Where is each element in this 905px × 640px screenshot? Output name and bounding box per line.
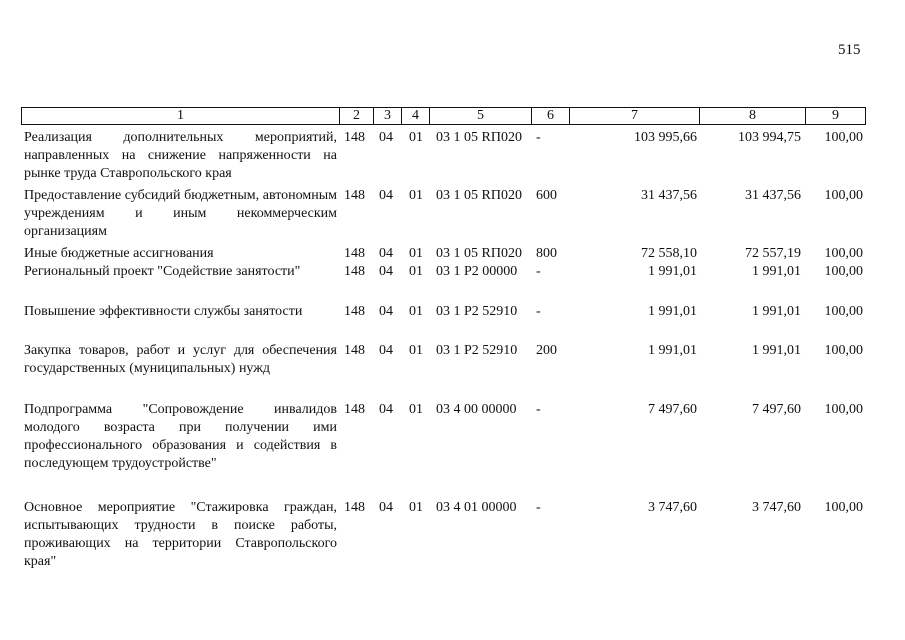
cell-col-9: 100,00 xyxy=(824,500,863,515)
cell-col-2: 148 xyxy=(344,343,365,358)
cell-col-9: 100,00 xyxy=(824,304,863,319)
cell-col-6: - xyxy=(536,402,541,417)
cell-col-3: 04 xyxy=(379,246,393,261)
column-header-4: 4 xyxy=(401,108,429,124)
cell-col-8: 7 497,60 xyxy=(752,402,801,417)
row-name: Предоставление субсидий бюджетным, автономным учреждениям и иным некоммерческим организациям xyxy=(24,188,337,239)
cell-col-4: 01 xyxy=(409,500,423,515)
column-header-3: 3 xyxy=(373,108,401,124)
column-header-9: 9 xyxy=(805,108,865,124)
row-name: Основное мероприятие "Стажировка граждан, испытывающих трудности в поиске работы, проживающих на территории Ставропольского края" xyxy=(24,500,337,569)
cell-col-9: 100,00 xyxy=(824,130,863,145)
cell-col-9: 100,00 xyxy=(824,343,863,358)
column-header-7: 7 xyxy=(569,108,699,124)
row-name: Подпрограмма "Сопровождение инвалидов молодого возраста при получении ими профессионального образования и содействия в последующем трудоустройстве" xyxy=(24,402,337,471)
cell-col-6: - xyxy=(536,304,541,319)
cell-col-7: 31 437,56 xyxy=(641,188,697,203)
cell-col-9: 100,00 xyxy=(824,188,863,203)
column-header-1: 1 xyxy=(177,108,184,123)
cell-col-4: 01 xyxy=(409,402,423,417)
column-header-2: 2 xyxy=(339,108,373,124)
cell-col-7: 7 497,60 xyxy=(648,402,697,417)
cell-col-4: 01 xyxy=(409,304,423,319)
cell-col-4: 01 xyxy=(409,130,423,145)
cell-col-7: 1 991,01 xyxy=(648,343,697,358)
cell-col-3: 04 xyxy=(379,343,393,358)
cell-col-7: 72 558,10 xyxy=(641,246,697,261)
cell-col-6: 800 xyxy=(536,246,557,261)
cell-col-8: 3 747,60 xyxy=(752,500,801,515)
cell-col-3: 04 xyxy=(379,500,393,515)
cell-col-3: 04 xyxy=(379,188,393,203)
column-header-8: 8 xyxy=(699,108,805,124)
cell-col-8: 31 437,56 xyxy=(745,188,801,203)
cell-col-6: - xyxy=(536,264,541,279)
cell-col-7: 1 991,01 xyxy=(648,264,697,279)
cell-col-5: 03 4 01 00000 xyxy=(436,500,517,515)
cell-col-5: 03 1 P2 52910 xyxy=(436,304,518,319)
cell-col-6: 600 xyxy=(536,188,557,203)
cell-col-6: - xyxy=(536,500,541,515)
row-name: Реализация дополнительных мероприятий, направленных на снижение напряженности на рынке труда Ставропольского края xyxy=(24,130,337,181)
row-name: Региональный проект "Содействие занятости" xyxy=(24,264,301,279)
row-name: Повышение эффективности службы занятости xyxy=(24,304,303,319)
cell-col-5: 03 1 P2 00000 xyxy=(436,264,518,279)
cell-col-5: 03 1 05 RП020 xyxy=(436,246,522,261)
cell-col-3: 04 xyxy=(379,264,393,279)
cell-col-7: 1 991,01 xyxy=(648,304,697,319)
cell-col-9: 100,00 xyxy=(824,246,863,261)
page-number: 515 xyxy=(838,42,861,58)
cell-col-8: 1 991,01 xyxy=(752,304,801,319)
cell-col-5: 03 4 00 00000 xyxy=(436,402,517,417)
cell-col-7: 103 995,66 xyxy=(634,130,697,145)
cell-col-8: 1 991,01 xyxy=(752,264,801,279)
cell-col-5: 03 1 05 RП020 xyxy=(436,130,522,145)
cell-col-4: 01 xyxy=(409,264,423,279)
cell-col-4: 01 xyxy=(409,188,423,203)
cell-col-5: 03 1 P2 52910 xyxy=(436,343,518,358)
cell-col-9: 100,00 xyxy=(824,264,863,279)
cell-col-2: 148 xyxy=(344,264,365,279)
cell-col-3: 04 xyxy=(379,304,393,319)
cell-col-2: 148 xyxy=(344,130,365,145)
cell-col-8: 103 994,75 xyxy=(738,130,801,145)
cell-col-3: 04 xyxy=(379,130,393,145)
cell-col-7: 3 747,60 xyxy=(648,500,697,515)
column-header-5: 5 xyxy=(429,108,531,124)
cell-col-6: 200 xyxy=(536,343,557,358)
column-header-6: 6 xyxy=(531,108,569,124)
cell-col-6: - xyxy=(536,130,541,145)
cell-col-4: 01 xyxy=(409,246,423,261)
cell-col-2: 148 xyxy=(344,304,365,319)
cell-col-2: 148 xyxy=(344,500,365,515)
cell-col-9: 100,00 xyxy=(824,402,863,417)
cell-col-2: 148 xyxy=(344,402,365,417)
cell-col-8: 1 991,01 xyxy=(752,343,801,358)
cell-col-4: 01 xyxy=(409,343,423,358)
row-name: Закупка товаров, работ и услуг для обеспечения государственных (муниципальных) нужд xyxy=(24,343,337,376)
row-name: Иные бюджетные ассигнования xyxy=(24,246,214,261)
cell-col-3: 04 xyxy=(379,402,393,417)
cell-col-8: 72 557,19 xyxy=(745,246,801,261)
cell-col-2: 148 xyxy=(344,188,365,203)
cell-col-2: 148 xyxy=(344,246,365,261)
cell-col-5: 03 1 05 RП020 xyxy=(436,188,522,203)
